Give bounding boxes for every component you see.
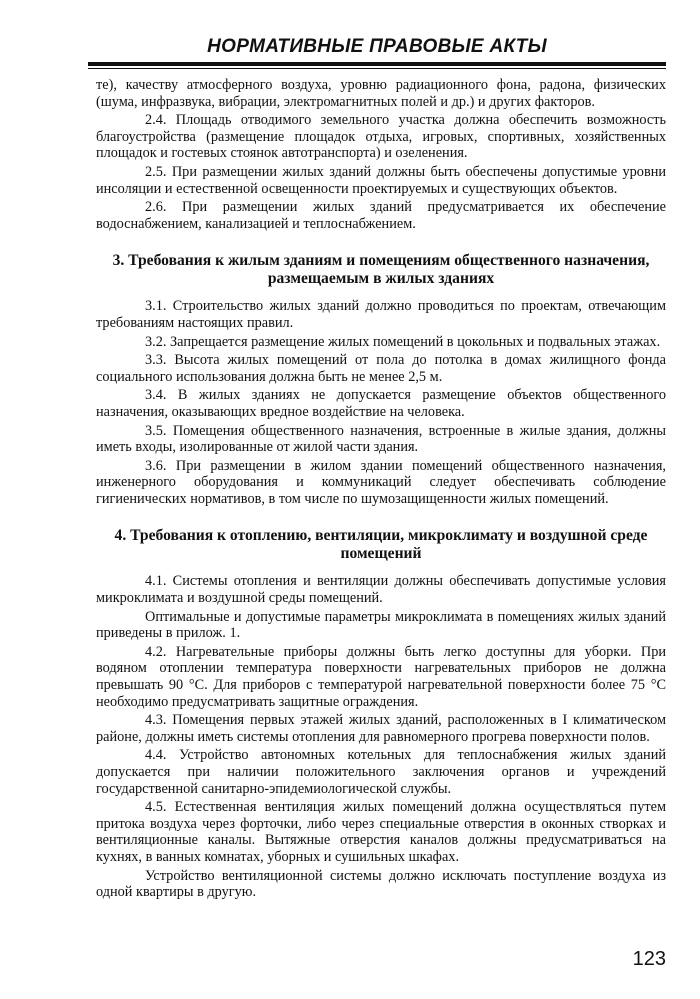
paragraph: 4.4. Устройство автономных котельных для теплоснабжения жилых зданий допускается при наличии положительного заключения органов и учреждений государственной санитарно-эпидемиологической службы.: [96, 747, 666, 797]
paragraph: Оптимальные и допустимые параметры микроклимата в помещениях жилых зданий приведены в прилож. 1.: [96, 608, 666, 642]
paragraph: 4.3. Помещения первых этажей жилых зданий, расположенных в I климатическом районе, должны иметь системы отопления для равномерного прогрева поверхности полов.: [96, 712, 666, 745]
paragraph: 4.5. Естественная вентиляция жилых помещений должна осуществляться путем притока воздуха через форточки, либо через специальные отверстия в оконных створках и вентиляционные каналы. Вытяжные отверстия каналов должны предусматриваться на кухнях, в ванных комнатах, уборных и сушильных шкафах.: [96, 799, 666, 865]
paragraph: те), качеству атмосферного воздуха, уровню радиационного фона, радона, физических (шума, инфразвука, вибрации, электромагнитных полей и др.) и других факторов.: [96, 77, 666, 110]
paragraph: 2.4. Площадь отводимого земельного участка должна обеспечить возможность благоустройства (размещение площадок отдыха, игровых, спортивных, хозяйственных площадок и гостевых стоянок автотранспорта) и озеленения.: [96, 112, 666, 162]
running-header: НОРМАТИВНЫЕ ПРАВОВЫЕ АКТЫ: [207, 36, 547, 57]
paragraph: 3.5. Помещения общественного назначения, встроенные в жилые здания, должны иметь входы, изолированные от жилой части здания.: [96, 422, 666, 456]
paragraph: 3.4. В жилых зданиях не допускается размещение объектов общественного назначения, оказывающих вредное воздействие на человека.: [96, 387, 666, 420]
paragraph: 4.2. Нагревательные приборы должны быть легко доступны для уборки. При водяном отоплении температура поверхности нагревательных приборов не должна превышать 90 °С. Для приборов с температурой нагревательной поверхности более 75 °С необходимо предусматривать защитные ограждения.: [96, 643, 666, 710]
section-heading: 4. Требования к отоплению, вентиляции, микроклимату и воздушной среде помещений: [114, 527, 648, 563]
paragraph: 3.1. Строительство жилых зданий должно проводиться по проектам, отвечающим требованиям настоящих правил.: [96, 298, 666, 331]
paragraph: 3.3. Высота жилых помещений от пола до потолка в домах жилищного фонда социального использования должна быть не менее 2,5 м.: [96, 352, 666, 385]
header-rule-thin: [88, 68, 666, 69]
paragraph: 2.6. При размещении жилых зданий предусматривается их обеспечение водоснабжением, канализацией и теплоснабжением.: [96, 199, 666, 232]
paragraph: 3.2. Запрещается размещение жилых помещений в цокольных и подвальных этажах.: [145, 333, 661, 350]
paragraph: 2.5. При размещении жилых зданий должны быть обеспечены допустимые уровни инсоляции и естественной освещенности проектируемых и существующих объектов.: [96, 163, 666, 197]
paragraph: 4.1. Системы отопления и вентиляции должны обеспечивать допустимые условия микроклимата и воздушной среды помещений.: [96, 573, 666, 607]
document-body: [96, 77, 666, 903]
header-rule-thick: [88, 62, 666, 66]
section-heading: 3. Требования к жилым зданиям и помещениям общественного назначения, размещаемым в жилых зданиях: [112, 252, 650, 288]
paragraph: Устройство вентиляционной системы должно исключать поступление воздуха из одной квартиры в другую.: [96, 867, 666, 901]
page-number: 123: [632, 948, 666, 970]
paragraph: 3.6. При размещении в жилом здании помещений общественного назначения, инженерного оборудования и коммуникаций следует обеспечивать соблюдение гигиенических нормативов, в том числе по шумозащищенности жилых помещений.: [96, 457, 666, 507]
